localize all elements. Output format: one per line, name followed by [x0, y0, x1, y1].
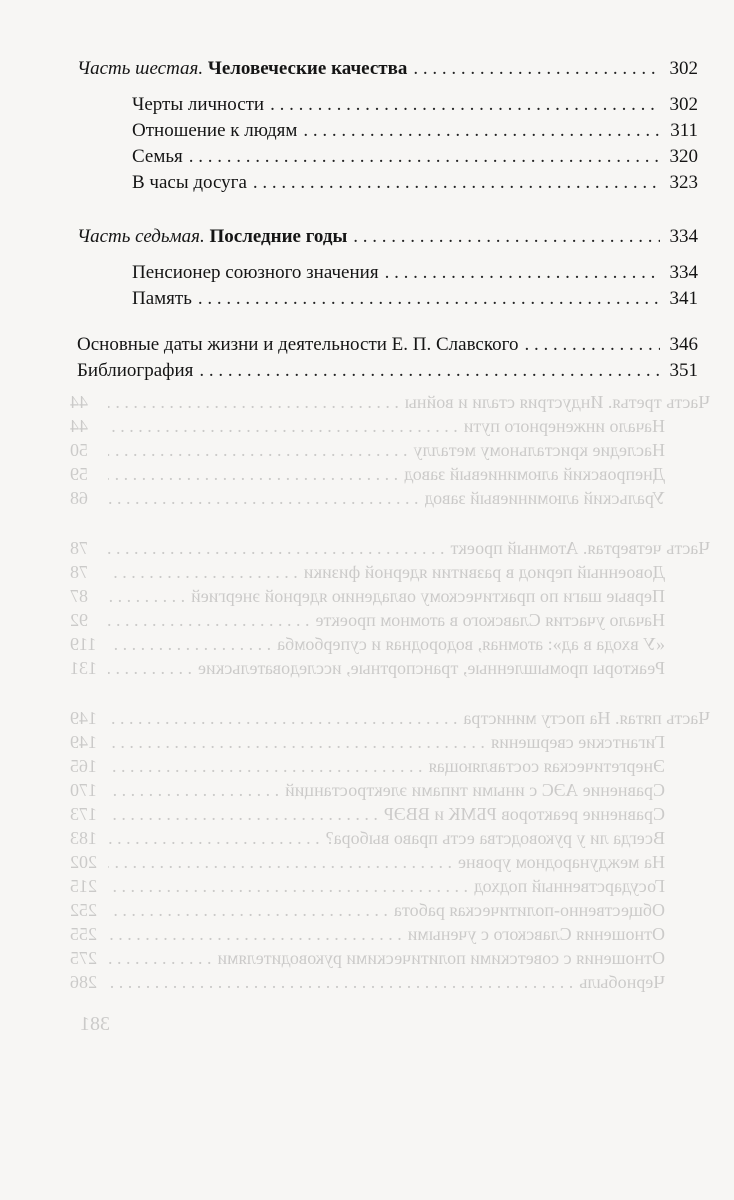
page-number: 334 [669, 226, 698, 247]
bleed-section-b: Часть четвертая. Атомный проект . . . 78 [70, 536, 710, 560]
bleed-through-text [70, 390, 710, 1036]
bleed-line: Довоенный период в развитии ядерной физики . . . 78 [70, 560, 710, 584]
bleed-line: На международном уровне . . . 202 [70, 850, 710, 874]
bleed-line: Отношения с советскими политическими руководителями . . . 275 [70, 946, 710, 970]
bleed-line: Чернобыль . . . 286 [70, 970, 710, 994]
toc-part-7[interactable] [77, 224, 698, 250]
bleed-line: Всегда ли у руководства есть право выбора? . . . 183 [70, 826, 710, 850]
entry-title: Память [132, 288, 192, 309]
page-number: 311 [670, 120, 698, 141]
page-number: 320 [669, 146, 698, 167]
part-title: Последние годы [209, 226, 348, 247]
toc-entry[interactable] [77, 118, 698, 144]
entry-title: Основные даты жизни и деятельности Е. П. Славского [77, 334, 519, 355]
leader-dots [270, 92, 660, 118]
leader-dots [524, 332, 660, 358]
bleed-line: Первые шаги по практическому овладению ядерной энергией . . . 87 [70, 584, 710, 608]
entry-title: Отношение к людям [132, 120, 298, 141]
leader-dots [413, 56, 660, 82]
bleed-line: Начало инженерного пути . . . 44 [70, 414, 710, 438]
leader-dots [353, 224, 660, 250]
bleed-section-a-page: 44 [70, 392, 88, 412]
leader-dots [199, 358, 660, 384]
page-number: 302 [669, 94, 698, 115]
bleed-line: Сравнение реакторов РБМК и ВВЭР . . . 173 [70, 802, 710, 826]
entry-title: Семья [132, 146, 183, 167]
bleed-line: Начало участия Славского в атомном проекте . . . 92 [70, 608, 710, 632]
part-label: Часть седьмая. [77, 226, 205, 247]
page-number: 323 [669, 172, 698, 193]
bleed-line: Гигантские свершения . . . 149 [70, 730, 710, 754]
bleed-line: Уральский алюминиевый завод . . . 68 [70, 486, 710, 510]
bleed-line: «У входа в ад»: атомная, водородная и супербомба . . . 119 [70, 632, 710, 656]
bleed-section-c: Часть пятая. На посту министра . . . 149 [70, 706, 710, 730]
bleed-line: Отношения Славского с учеными . . . 255 [70, 922, 710, 946]
page-number: 302 [669, 58, 698, 79]
leader-dots [303, 118, 660, 144]
leader-dots [189, 144, 660, 170]
entry-title: Пенсионер союзного значения [132, 262, 379, 283]
toc-part-6[interactable] [77, 56, 698, 82]
entry-title: Библиография [77, 360, 194, 381]
bleed-line: Сравнение АЭС с иными типами электростанций . . . 170 [70, 778, 710, 802]
leader-dots [198, 286, 660, 312]
bleed-line: Общественно-политическая работа . . . 252 [70, 898, 710, 922]
bleed-line: Днепровский алюминиевый завод . . . 59 [70, 462, 710, 486]
page-number: 346 [669, 334, 698, 355]
table-of-contents [77, 56, 698, 384]
entry-title: В часы досуга [132, 172, 247, 193]
part-title: Человеческие качества [207, 58, 408, 79]
bleed-line: Энергетическая составляющая . . . 165 [70, 754, 710, 778]
toc-entry[interactable] [77, 286, 698, 312]
bleed-line: Наследие кристальному металлу . . . 50 [70, 438, 710, 462]
toc-entry[interactable] [77, 92, 698, 118]
toc-bibliography[interactable] [77, 358, 698, 384]
page-number: 351 [669, 360, 698, 381]
page-number: 334 [669, 262, 698, 283]
entry-title: Черты личности [132, 94, 265, 115]
toc-entry[interactable] [77, 170, 698, 196]
bleed-section-a [70, 390, 710, 414]
leader-dots [253, 170, 660, 196]
page-number: 341 [669, 288, 698, 309]
part-label: Часть шестая. [77, 58, 204, 79]
toc-appendix-dates[interactable] [77, 332, 698, 358]
toc-entry[interactable] [77, 144, 698, 170]
bleed-section-a-title: Часть третья. Индустрия стали и войны [404, 392, 710, 412]
toc-entry[interactable] [77, 260, 698, 286]
bleed-line: Реакторы промышленные, транспортные, исследовательские . . . 131 [70, 656, 710, 680]
bleed-line: Государственный подход . . . 215 [70, 874, 710, 898]
bleed-footer-page: 381 [80, 1013, 110, 1035]
leader-dots [385, 260, 660, 286]
